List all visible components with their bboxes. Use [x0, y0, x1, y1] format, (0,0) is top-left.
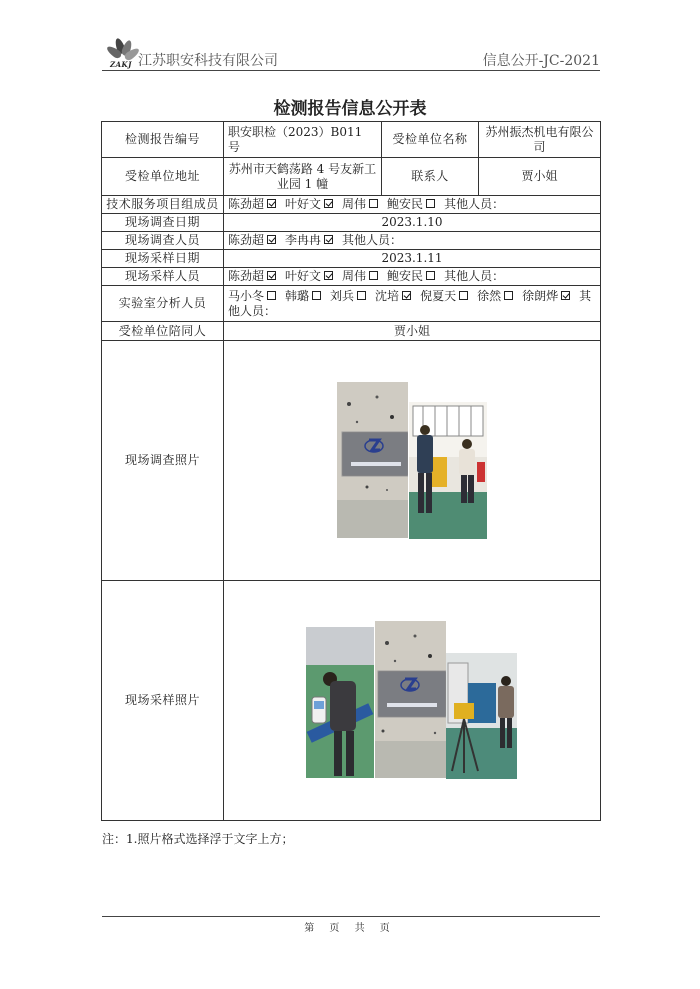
- sampling-photo-sign: [375, 621, 446, 778]
- sampling-date-value: 2023.1.11: [224, 250, 601, 268]
- person-name: 陈劲超: [228, 197, 265, 211]
- person-name: 马小冬: [228, 288, 265, 303]
- client-addr-label: 受检单位地址: [102, 158, 224, 196]
- document-code: 信息公开-JC-2021: [482, 53, 600, 69]
- survey-staff-label: 现场调查人员: [102, 232, 224, 250]
- footer-divider: [102, 916, 600, 917]
- table-row: [102, 250, 601, 268]
- escort-label: 受检单位陪同人: [102, 322, 224, 341]
- checkbox-icon[interactable]: [561, 291, 570, 300]
- person-entry: [285, 197, 336, 212]
- person-entry: [342, 197, 381, 212]
- checkbox-icon[interactable]: [324, 271, 333, 280]
- checkbox-icon[interactable]: [324, 235, 333, 244]
- checkbox-icon[interactable]: [426, 271, 435, 280]
- client-addr-value: 苏州市天鹤荡路 4 号友新工业园 1 幢: [224, 158, 382, 196]
- person-entry: [387, 197, 438, 212]
- contact-value: 贾小姐: [479, 158, 601, 196]
- sampling-photos-label: 现场采样照片: [102, 581, 224, 821]
- company-logo: ZAKJ: [106, 36, 140, 70]
- checkbox-icon[interactable]: [324, 199, 333, 208]
- survey-date-value: 2023.1.10: [224, 214, 601, 232]
- checkbox-icon[interactable]: [402, 291, 411, 300]
- others-label: 其他人员：: [342, 233, 403, 247]
- page-title: 检测报告信息公开表: [273, 99, 427, 119]
- table-row: [102, 341, 601, 581]
- survey-date-label: 现场调查日期: [102, 214, 224, 232]
- escort-value: 贾小姐: [224, 322, 601, 341]
- checkbox-icon[interactable]: [426, 199, 435, 208]
- checkbox-icon[interactable]: [267, 235, 276, 244]
- others-label: 其他人员：: [444, 197, 505, 211]
- person-name: 刘兵: [330, 288, 355, 303]
- checkbox-icon[interactable]: [267, 291, 276, 300]
- checkbox-icon[interactable]: [357, 291, 366, 300]
- table-row: [102, 214, 601, 232]
- company-name: 江苏职安科技有限公司: [138, 53, 278, 69]
- person-entry: [342, 269, 381, 284]
- person-entry: [285, 233, 336, 248]
- table-row: [102, 232, 601, 250]
- person-name: 叶好文: [285, 197, 322, 211]
- person-name: 周伟: [342, 269, 367, 283]
- person-name: 徐然: [477, 288, 502, 303]
- sampling-date-label: 现场采样日期: [102, 250, 224, 268]
- person-entry: [330, 289, 369, 304]
- checkbox-icon[interactable]: [504, 291, 513, 300]
- person-name: 徐朗烨: [522, 288, 559, 303]
- footnote: 注：1.照片格式选择浮于文字上方；: [102, 832, 294, 846]
- others-label: 其他人员：: [228, 288, 592, 318]
- contact-label: 联系人: [382, 158, 479, 196]
- client-name-label: 受检单位名称: [382, 122, 479, 158]
- person-name: 陈劲超: [228, 233, 265, 247]
- page-header: [102, 36, 600, 71]
- person-name: 倪夏天: [420, 288, 457, 303]
- person-name: 韩璐: [285, 288, 310, 303]
- lab-staff-value: [224, 286, 601, 322]
- table-row: [102, 196, 601, 214]
- person-name: 李冉冉: [285, 233, 322, 247]
- table-row: [102, 286, 601, 322]
- checkbox-icon[interactable]: [312, 291, 321, 300]
- person-name: 周伟: [342, 197, 367, 211]
- survey-staff-value: [224, 232, 601, 250]
- checkbox-icon[interactable]: [267, 271, 276, 280]
- person-entry: [228, 289, 279, 304]
- report-no-label: 检测报告编号: [102, 122, 224, 158]
- client-name-value: 苏州振杰机电有限公司: [479, 122, 601, 158]
- survey-photos-label: 现场调查照片: [102, 341, 224, 581]
- table-row: [102, 322, 601, 341]
- table-row: [102, 581, 601, 821]
- survey-photos-cell: [224, 341, 601, 581]
- checkbox-icon[interactable]: [369, 199, 378, 208]
- others-label: 其他人员：: [444, 269, 505, 283]
- person-name: 鲍安民: [387, 269, 424, 283]
- sampling-photos-cell: [224, 581, 601, 821]
- sampling-photo-worker: [306, 627, 374, 778]
- person-entry: [522, 289, 573, 304]
- checkbox-icon[interactable]: [369, 271, 378, 280]
- report-no-value: 职安职检（2023）B011 号: [224, 122, 382, 158]
- person-name: 陈劲超: [228, 269, 265, 283]
- sampling-staff-value: [224, 268, 601, 286]
- lab-staff-label: 实验室分析人员: [102, 286, 224, 322]
- sampling-photo-tripod: [446, 653, 517, 779]
- survey-photo-people: [409, 402, 487, 539]
- person-entry: [285, 269, 336, 284]
- person-entry: [420, 289, 471, 304]
- person-entry: [228, 197, 279, 212]
- info-table: [101, 121, 601, 821]
- checkbox-icon[interactable]: [267, 199, 276, 208]
- tech-team-label: 技术服务项目组成员: [102, 196, 224, 214]
- person-entry: [375, 289, 414, 304]
- person-name: 叶好文: [285, 269, 322, 283]
- person-entry: [477, 289, 516, 304]
- tech-team-value: [224, 196, 601, 214]
- person-entry: [228, 269, 279, 284]
- page-number: 第 页 共 页: [304, 923, 396, 934]
- person-name: 沈培: [375, 288, 400, 303]
- table-row: [102, 122, 601, 158]
- checkbox-icon[interactable]: [459, 291, 468, 300]
- table-row: [102, 268, 601, 286]
- survey-photo-sign: [337, 382, 408, 538]
- person-name: 鲍安民: [387, 197, 424, 211]
- table-row: [102, 158, 601, 196]
- sampling-staff-label: 现场采样人员: [102, 268, 224, 286]
- person-entry: [228, 233, 279, 248]
- person-entry: [285, 289, 324, 304]
- person-entry: [387, 269, 438, 284]
